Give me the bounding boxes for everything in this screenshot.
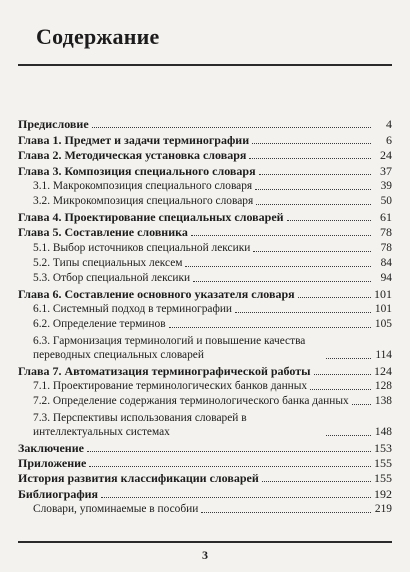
toc-page-number: 105 — [374, 318, 392, 331]
toc-chapter-row — [18, 439, 392, 454]
toc-entry-title: 5.1. Выбор источников специальной лексики — [33, 241, 251, 254]
toc-section-row — [18, 301, 392, 316]
toc-dot-leader — [169, 327, 371, 328]
toc-dot-leader — [314, 374, 372, 375]
page-title: Содержание — [36, 24, 160, 49]
toc-entry-title: 3.2. Микрокомпозиция специального словаря — [33, 195, 254, 208]
toc-dot-leader — [253, 251, 371, 252]
toc-entry-title: Глава 5. Составление словника — [18, 225, 188, 240]
toc-page-number: 39 — [380, 179, 392, 192]
toc-page-number: 101 — [374, 286, 392, 301]
toc-page-number: 78 — [380, 241, 392, 254]
toc-dot-leader — [255, 189, 371, 190]
toc-entry-title: 6.3. Гармонизация терминологий и повышение качества переводных специальных словарей — [33, 335, 306, 362]
toc-entry-title: Библиография — [18, 486, 99, 501]
toc-page-number: 219 — [374, 503, 392, 516]
toc-entry-title: Заключение — [18, 440, 84, 455]
toc-entry-title: 3.1. Макрокомпозиция специального словаря — [33, 179, 253, 192]
toc-dot-leader — [256, 204, 371, 205]
toc-dot-leader — [298, 297, 371, 298]
toc-section-row — [18, 255, 392, 270]
toc-chapter-row — [18, 485, 392, 500]
toc-dot-leader — [326, 435, 371, 436]
toc-dot-leader — [235, 312, 371, 313]
toc-section-row — [18, 331, 392, 362]
toc-section-row — [18, 378, 392, 393]
toc-chapter-row — [18, 208, 392, 223]
toc-entry-title: 7.3. Перспективы использования словарей в интеллектуальных системах — [33, 412, 247, 439]
toc-entry-title: Глава 6. Составление основного указателя словаря — [18, 286, 295, 301]
toc-dot-leader — [352, 404, 371, 405]
toc-entry-title: Глава 4. Проектирование специальных словарей — [18, 209, 284, 224]
toc-dot-leader — [89, 466, 371, 467]
toc-dot-leader — [101, 497, 371, 498]
toc-entry-title: Словари, упоминаемые в пособии — [33, 503, 199, 516]
toc-entry-title: 5.3. Отбор специальной лексики — [33, 272, 191, 285]
toc-page-number: 192 — [374, 486, 392, 501]
toc-chapter-row — [18, 362, 392, 377]
toc-section-row — [18, 193, 392, 208]
toc-chapter-row — [18, 116, 392, 131]
footer-rule — [18, 541, 392, 543]
toc-entry-title: 6.2. Определение терминов — [33, 318, 166, 331]
toc-page-number: 124 — [374, 363, 392, 378]
toc-entry-title: 7.1. Проектирование терминологических банков данных — [33, 380, 308, 393]
toc-dot-leader — [259, 174, 371, 175]
toc-dot-leader — [87, 451, 371, 452]
toc-entry-title: 5.2. Типы специальных лексем — [33, 256, 183, 269]
toc-entry-title: Глава 7. Автоматизация терминографической работы — [18, 363, 311, 378]
toc-dot-leader — [201, 512, 371, 513]
toc-page-number: 153 — [374, 440, 392, 455]
toc-entry-title: 7.2. Определение содержания терминологического банка данных — [33, 395, 349, 408]
toc-chapter-row — [18, 147, 392, 162]
toc-dot-leader — [262, 481, 371, 482]
page-number: 3 — [202, 548, 208, 562]
toc-page-number: 155 — [374, 471, 392, 486]
toc-entry-title: История развития классификации словарей — [18, 471, 259, 486]
toc-section-row — [18, 270, 392, 285]
toc-chapter-row — [18, 470, 392, 485]
toc-section-row — [18, 178, 392, 193]
toc-page-number: 128 — [374, 380, 392, 393]
toc-page-number: 114 — [375, 349, 392, 362]
toc-chapter-row — [18, 455, 392, 470]
toc-chapter-row — [18, 224, 392, 239]
toc-chapter-row — [18, 131, 392, 146]
toc-entry-title: Глава 3. Композиция специального словаря — [18, 163, 256, 178]
toc-page-number: 84 — [380, 256, 392, 269]
toc-page-number: 94 — [380, 272, 392, 285]
toc-entry-title: Глава 1. Предмет и задачи терминографии — [18, 132, 250, 147]
toc-dot-leader — [249, 158, 371, 159]
toc-dot-leader — [191, 235, 371, 236]
toc-dot-leader — [193, 281, 371, 282]
toc-page-number: 148 — [374, 426, 392, 439]
toc-page-number: 24 — [380, 148, 392, 163]
toc-dot-leader — [252, 143, 371, 144]
toc-dot-leader — [185, 266, 371, 267]
toc-chapter-row — [18, 285, 392, 300]
toc-page-number: 101 — [374, 303, 392, 316]
toc-entry-title: Глава 2. Методическая установка словаря — [18, 148, 247, 163]
toc-section-row — [18, 501, 392, 516]
toc-page-number: 78 — [380, 225, 392, 240]
toc-entry-title: 6.1. Системный подход в терминографии — [33, 303, 233, 316]
toc-chapter-row — [18, 162, 392, 177]
toc-dot-leader — [326, 358, 371, 359]
toc-page-number: 61 — [380, 209, 392, 224]
toc-entry-title: Приложение — [18, 456, 87, 471]
toc-section-row — [18, 316, 392, 331]
toc-page-number: 6 — [386, 132, 392, 147]
toc-page-number: 155 — [374, 456, 392, 471]
toc-dot-leader — [92, 127, 371, 128]
header-rule — [18, 64, 392, 66]
toc-dot-leader — [287, 220, 371, 221]
toc-section-row — [18, 393, 392, 408]
toc-section-row — [18, 239, 392, 254]
toc-entry-title: Предисловие — [18, 117, 89, 132]
toc-page-number: 50 — [380, 195, 392, 208]
toc-page-number: 37 — [380, 163, 392, 178]
toc-page-number: 138 — [374, 395, 392, 408]
toc-dot-leader — [310, 389, 371, 390]
table-of-contents — [18, 116, 392, 516]
toc-section-row — [18, 408, 392, 439]
toc-page-number: 4 — [386, 117, 392, 132]
